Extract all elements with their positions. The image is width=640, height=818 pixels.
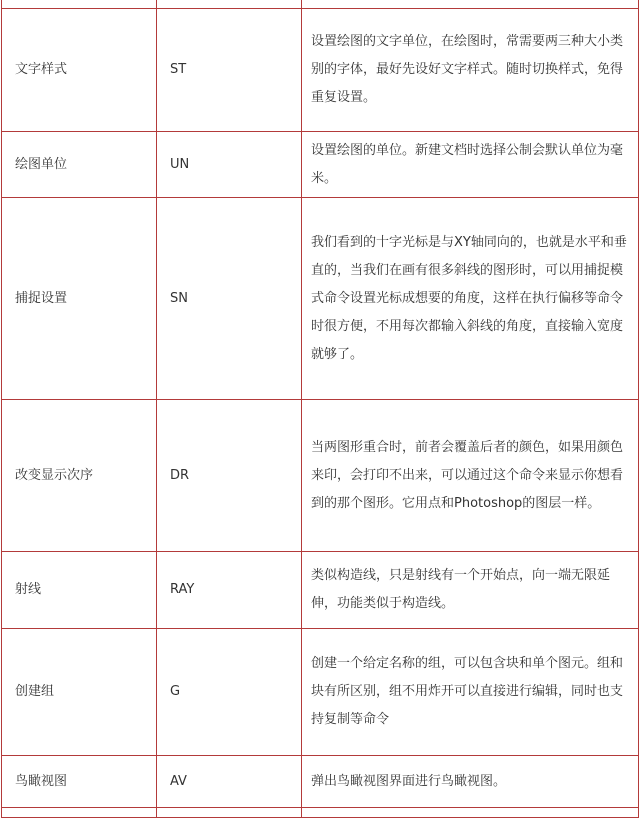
- command-shortcut-cell: RAY: [157, 552, 302, 629]
- table-row: [2, 0, 639, 9]
- command-description-cell: [302, 132, 639, 198]
- table-row: [2, 198, 639, 400]
- command-description-cell: [302, 198, 639, 400]
- table-row: [2, 808, 639, 818]
- command-shortcut-cell: DR: [157, 400, 302, 552]
- command-shortcut-cell: [157, 808, 302, 818]
- command-shortcut-cell: [157, 0, 302, 9]
- command-description-text: 类似构造线，只是射线有一个开始点，向一端无限延伸，功能类似于构造线。: [311, 568, 611, 611]
- command-shortcut-cell: ST: [157, 9, 302, 132]
- command-description-text: 设置绘图的文字单位，在绘图时，常需要两三种大小类别的字体，最好先设好文字样式。随时切换样式，免得重复设置。: [311, 34, 624, 105]
- command-description-text: 当两图形重合时，前者会覆盖后者的颜色，如果用颜色来印，会打印不出来，可以通过这个命令来显示你想看到的那个图形。它用点和Photoshop的图层一样。: [311, 439, 624, 511]
- command-name-cell: 改变显示次序: [2, 400, 157, 552]
- command-name-cell: 鸟瞰视图: [2, 756, 157, 808]
- command-description-text: 弹出鸟瞰视图界面进行鸟瞰视图。: [311, 773, 507, 789]
- table-row: [2, 9, 639, 132]
- command-table: [1, 0, 639, 818]
- command-name-cell: 捕捉设置: [2, 198, 157, 400]
- command-description-cell: [302, 808, 639, 818]
- command-name-cell: 绘图单位: [2, 132, 157, 198]
- command-name-cell: 创建组: [2, 629, 157, 756]
- command-description-text: 我们看到的十字光标是与XY轴同向的，也就是水平和垂直的，当我们在画有很多斜线的图形时，可以用捕捉模式命令设置光标成想要的角度，这样在执行偏移等命令时很方便，不用每次都输入斜线的角度，直接输入宽度就够了。: [311, 234, 627, 362]
- command-name-cell: 射线: [2, 552, 157, 629]
- command-description-cell: [302, 9, 639, 132]
- command-name-cell: [2, 0, 157, 9]
- table-row: [2, 132, 639, 198]
- command-description-cell: [302, 0, 639, 9]
- command-shortcut-cell: G: [157, 629, 302, 756]
- command-description-text: 设置绘图的单位。新建文档时选择公制会默认单位为毫米。: [311, 142, 624, 186]
- command-description-cell: [302, 756, 639, 808]
- table-row: [2, 552, 639, 629]
- table-row: [2, 629, 639, 756]
- command-name-cell: 文字样式: [2, 9, 157, 132]
- table-row: [2, 756, 639, 808]
- table-row: [2, 400, 639, 552]
- command-shortcut-cell: SN: [157, 198, 302, 400]
- command-shortcut-cell: UN: [157, 132, 302, 198]
- command-description-cell: [302, 552, 639, 629]
- command-description-cell: [302, 400, 639, 552]
- command-shortcut-cell: AV: [157, 756, 302, 808]
- command-description-text: 创建一个给定名称的组，可以包含块和单个图元。组和块有所区别，组不用炸开可以直接进行编辑，同时也支持复制等命令: [311, 656, 624, 727]
- command-description-cell: [302, 629, 639, 756]
- command-name-cell: [2, 808, 157, 818]
